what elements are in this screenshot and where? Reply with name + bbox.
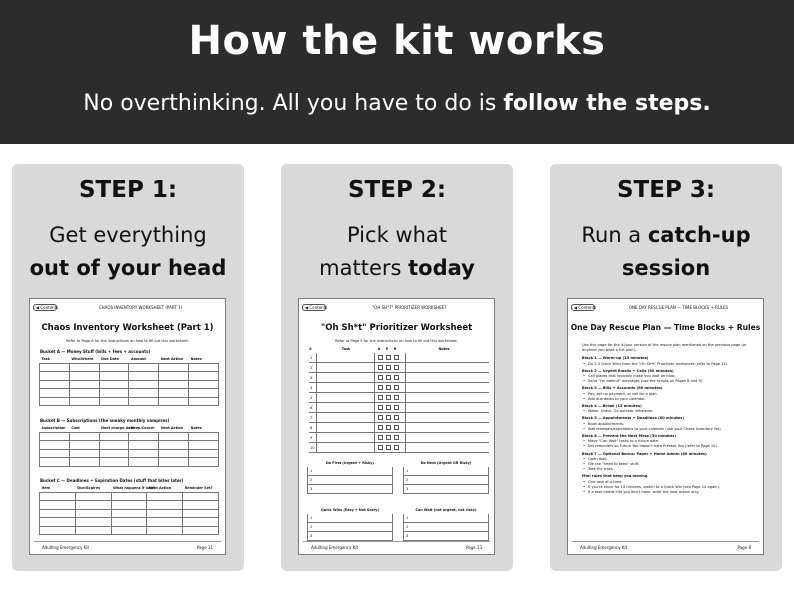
block-item: • If you're stuck for 10 minutes, switch to a Quick Win (see Page 14 again). bbox=[582, 485, 757, 490]
sheet-header: "OH SH*T" PRIORITIZER WORKSHEET bbox=[372, 305, 447, 310]
list-item: 3 bbox=[309, 373, 489, 383]
block-item: • Send "I'm behind" messages (use the scripts on Pages 8 and 9). bbox=[582, 379, 757, 384]
block-title: Block 5 — Appointments + Deadlines (60 minutes) bbox=[582, 416, 685, 421]
bucket-a-label: Bucket A — Money Stuff (bills + fees + accounts) bbox=[40, 349, 151, 354]
box-row: 1 bbox=[307, 514, 393, 523]
can-wait-box bbox=[403, 508, 489, 541]
column-header: Next Action bbox=[160, 357, 184, 362]
contents-button: ◀ Contents bbox=[33, 304, 57, 311]
list-item: 10 bbox=[309, 443, 489, 453]
step-2-line2-bold: today bbox=[408, 256, 475, 280]
contents-button: ◀ Contents bbox=[302, 304, 326, 311]
box-title: Do Next (Urgent OR Risky) bbox=[420, 461, 472, 465]
box-row: 1 bbox=[403, 467, 489, 476]
list-item: 4 bbox=[309, 383, 489, 393]
footer-divider bbox=[572, 541, 759, 542]
bucket-b-table bbox=[39, 425, 219, 467]
block-title: Block 2 — Urgent Emails + Calls (60 minutes) bbox=[582, 368, 674, 373]
step-2-description bbox=[287, 219, 507, 285]
block-item: • Set reminders so Future You doesn't hate Present You (refer to Page 10). bbox=[582, 444, 757, 449]
footer-page: Page 13 bbox=[465, 545, 482, 550]
rescue-plan-preview bbox=[567, 298, 764, 555]
step-3-line1-plain: Run a bbox=[581, 223, 648, 247]
sheet-header: CHAOS INVENTORY WORKSHEET (PART 1) bbox=[98, 305, 183, 310]
contents-button: ◀ Contents bbox=[571, 304, 595, 311]
subtitle-plain: No overthinking. All you have to do is bbox=[83, 91, 504, 116]
block-title: Block 6 — Prevent the Next Mess (30 minutes) bbox=[582, 434, 677, 439]
column-header: Item bbox=[41, 486, 51, 491]
prioritizer-list bbox=[309, 347, 489, 453]
page-subtitle bbox=[0, 91, 794, 116]
footer-page: Page 11 bbox=[196, 545, 213, 550]
column-header: Due/Expires bbox=[77, 486, 101, 491]
block-item: • Water. Snack. Go outside. Whatever. bbox=[582, 409, 757, 414]
step-3-line2-bold: session bbox=[621, 256, 711, 280]
block-title: Block 7 — Optional Bonus: Paper + Home Admin (60 minutes) bbox=[582, 451, 707, 456]
sheet-reference: Refer to Page 6 for the instructions on how to fill out this worksheet. bbox=[66, 339, 189, 343]
list-item: 8 bbox=[309, 423, 489, 433]
block-item: • Call places that typically make you wait on hold. bbox=[582, 374, 757, 379]
block-title: Mini rules that keep you moving bbox=[582, 474, 648, 479]
step-3-line1-bold: catch-up bbox=[647, 223, 751, 247]
block-item: • Add due dates to your calendar. bbox=[582, 397, 757, 402]
box-row: 1 bbox=[307, 467, 393, 476]
list-item: 9 bbox=[309, 433, 489, 443]
list-item: 7 bbox=[309, 413, 489, 423]
block-title: Block 1 — Warm-up (15 minutes) bbox=[582, 356, 649, 361]
footer-page: Page 8 bbox=[737, 545, 751, 550]
sheet-reference: Refer to Page 5 for the instructions on how to fill out this worksheet. bbox=[335, 339, 458, 343]
step-3-card bbox=[550, 164, 782, 571]
footer-title: Adulting Emergency Kit bbox=[311, 545, 359, 550]
box-row: 2 bbox=[307, 476, 393, 485]
box-row: 3 bbox=[403, 485, 489, 494]
column-header: Due Date bbox=[101, 357, 119, 362]
block-title: Block 3 — Bills + Accounts (60 minutes) bbox=[582, 386, 663, 391]
sheet-title: Chaos Inventory Worksheet (Part 1) bbox=[41, 323, 214, 333]
bucket-c-label: Bucket C — Deadlines + Expiration Dates (stuff that bites later) bbox=[40, 478, 184, 483]
block-item: • One task at a time. bbox=[582, 480, 757, 485]
bucket-b-label: Bucket B — Subscriptions (the sneaky monthly vampires) bbox=[40, 418, 170, 423]
quick-wins-box bbox=[307, 508, 393, 541]
column-header: Keep/Cancel bbox=[130, 426, 155, 431]
step-2-label: STEP 2: bbox=[347, 177, 447, 203]
do-next-box bbox=[403, 461, 489, 494]
rescue-plan-body bbox=[582, 343, 757, 495]
sheet-title: "Oh Sh*t" Prioritizer Worksheet bbox=[320, 323, 473, 333]
block-item: • Open mail. bbox=[582, 457, 757, 462]
box-row: 3 bbox=[403, 532, 489, 541]
box-row: 3 bbox=[307, 485, 393, 494]
column-header: Next Action bbox=[148, 486, 172, 491]
box-title: Can Wait (not urgent, not risky) bbox=[415, 508, 477, 512]
block-item: • If a task needs info you don't have, write the next action only. bbox=[582, 490, 757, 495]
header-banner bbox=[0, 0, 794, 144]
block-title: Block 4 — Break (15 minutes) bbox=[582, 404, 642, 409]
step-2-line1: Pick what bbox=[346, 223, 447, 247]
column-header: Next Action bbox=[160, 426, 184, 431]
footer-title: Adulting Emergency Kit bbox=[580, 545, 628, 550]
footer-title: Adulting Emergency Kit bbox=[42, 545, 90, 550]
step-1-label: STEP 1: bbox=[78, 177, 178, 203]
bucket-a-table bbox=[39, 356, 219, 406]
column-header: Subscription bbox=[41, 426, 66, 431]
step-1-line2: out of your head bbox=[29, 256, 227, 280]
bucket-c-table bbox=[39, 485, 219, 535]
box-title: Quick Wins (Easy + Not Scary) bbox=[320, 508, 380, 512]
step-2-line2-plain: matters bbox=[319, 256, 409, 280]
list-item: 1 bbox=[309, 353, 489, 363]
box-row: 2 bbox=[307, 523, 393, 532]
column-header: Task bbox=[41, 357, 50, 362]
column-header: Cost bbox=[71, 426, 80, 431]
step-2-card bbox=[281, 164, 513, 571]
column-header: Who/Where bbox=[71, 357, 94, 362]
list-item: 5 bbox=[309, 393, 489, 403]
plan-intro: Use this page for the 4-hour version of the rescue plan mentioned on the previous page (or anytime you want a full plan). bbox=[582, 343, 747, 353]
block-item: • Move "Can Wait" tasks to a future date. bbox=[582, 439, 757, 444]
box-title: Do First (Urgent + Risky) bbox=[325, 461, 375, 465]
block-item: • File the "need to keep" stuff. bbox=[582, 462, 757, 467]
column-header: Next charge date bbox=[101, 426, 135, 431]
page-title: How the kit works bbox=[188, 18, 606, 64]
list-header: # Task U E R Notes bbox=[309, 347, 450, 351]
chaos-inventory-preview bbox=[29, 298, 226, 555]
step-1-description bbox=[18, 219, 238, 285]
step-1-card bbox=[12, 164, 244, 571]
box-row: 2 bbox=[403, 476, 489, 485]
sheet-header: ONE DAY RESCUE PLAN — TIME BLOCKS + RULES bbox=[628, 305, 729, 310]
box-row: 1 bbox=[403, 514, 489, 523]
step-1-line1: Get everything bbox=[49, 223, 207, 247]
footer-divider bbox=[303, 541, 490, 542]
box-row: 2 bbox=[403, 523, 489, 532]
prioritizer-preview bbox=[298, 298, 495, 555]
step-3-description bbox=[556, 219, 776, 285]
column-header: Notes bbox=[190, 426, 202, 431]
block-item: • Book appointments. bbox=[582, 422, 757, 427]
sheet-title: One Day Rescue Plan — Time Blocks + Rules bbox=[570, 323, 761, 332]
subtitle-bold: follow the steps. bbox=[503, 91, 711, 116]
list-item: 6 bbox=[309, 403, 489, 413]
block-item: • Pay, set up payment, or call for a plan. bbox=[582, 392, 757, 397]
list-item: 2 bbox=[309, 363, 489, 373]
box-row: 3 bbox=[307, 532, 393, 541]
block-item: • Do 2-3 Quick Wins from the "Oh Sh*t" Prioritizer worksheet (refer to Page 14). bbox=[582, 362, 757, 367]
do-first-box bbox=[307, 461, 393, 494]
step-3-label: STEP 3: bbox=[616, 177, 716, 203]
column-header: Notes bbox=[190, 357, 202, 362]
column-header: Reminder Set? bbox=[184, 486, 213, 491]
block-item: • Toss the trash. bbox=[582, 467, 757, 472]
block-item: • Add renewals/expirations to your calendar (use your Chaos Inventory list). bbox=[582, 427, 757, 432]
column-header: Amount bbox=[130, 357, 146, 362]
footer-divider bbox=[34, 541, 221, 542]
column-header: What happens if late? bbox=[113, 486, 155, 491]
